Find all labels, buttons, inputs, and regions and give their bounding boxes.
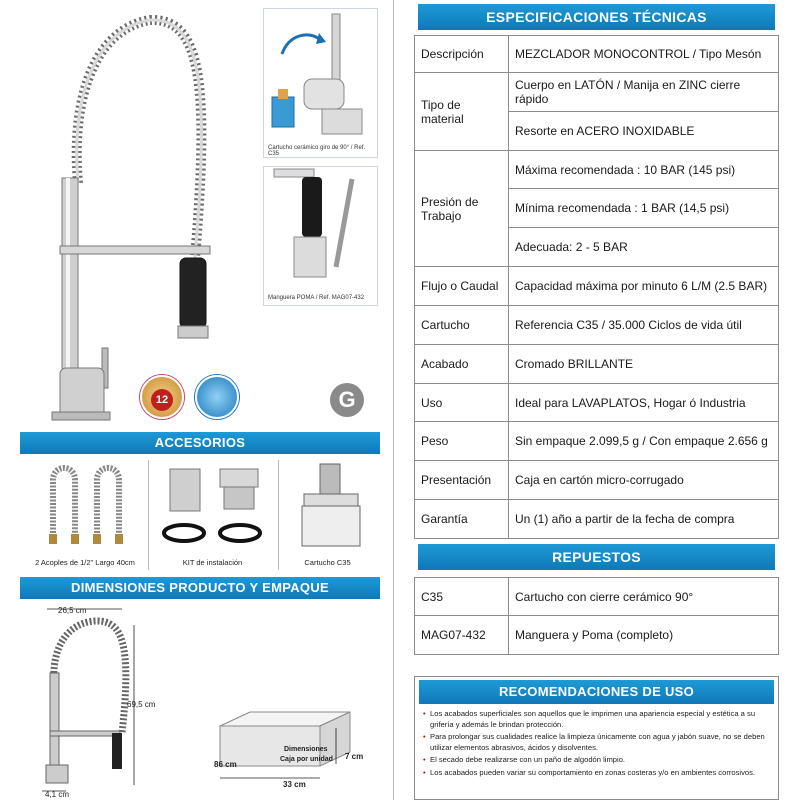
accessory-divider: [148, 460, 149, 570]
warranty-years: 12: [151, 389, 173, 411]
box-height: 7 cm: [345, 752, 364, 761]
spec-key: Presentación: [415, 461, 509, 500]
dimensions-header: DIMENSIONES PRODUCTO Y EMPAQUE: [20, 577, 380, 599]
spares-table: [414, 577, 779, 655]
recommendations-header: RECOMENDACIONES DE USO: [419, 680, 774, 704]
spec-key: Uso: [415, 384, 509, 422]
faucet-product-image: [30, 8, 250, 428]
spec-row: [415, 306, 779, 345]
accessories-header: ACCESORIOS: [20, 432, 380, 454]
installation-kit-image: [158, 465, 273, 550]
recommendation-item: • Los acabados pueden variar su comportamiento en zonas costeras y/o en ambientes corrosivos.: [423, 768, 775, 779]
recommendation-item: • El secado debe realizarse con un paño de algodón limpio.: [423, 755, 775, 766]
spare-row: [415, 578, 779, 616]
brand-logo: [330, 383, 364, 417]
spec-value: Máxima recomendada : 10 BAR (145 psi): [509, 151, 779, 189]
spec-value: Resorte en ACERO INOXIDABLE: [509, 112, 779, 151]
cartridge-caption: Cartucho cerámico giro de 90° / Ref. C35: [268, 145, 366, 157]
box-subtitle: Caja por unidad: [280, 756, 333, 763]
specs-table: [414, 35, 779, 539]
spec-value: Mínima recomendada : 1 BAR (14,5 psi): [509, 189, 779, 228]
spec-row: [415, 345, 779, 384]
spec-key: Flujo o Caudal: [415, 267, 509, 306]
spec-value: Capacidad máxima por minuto 6 L/M (2.5 BAR): [509, 267, 779, 306]
spec-key: Descripción: [415, 36, 509, 73]
spec-value: Referencia C35 / 35.000 Ciclos de vida útil: [509, 306, 779, 345]
spec-key: Tipo de material: [415, 73, 509, 151]
spec-value: Cromado BRILLANTE: [509, 345, 779, 384]
spec-key: Peso: [415, 422, 509, 461]
spec-key: Garantía: [415, 500, 509, 539]
recommendations-list: [423, 709, 775, 780]
hose-head-image: [264, 167, 377, 289]
spec-row: [415, 151, 779, 189]
column-separator: [393, 0, 394, 800]
spec-row: [415, 267, 779, 306]
accessory-label-hoses: 2 Acoples de 1/2" Largo 40cm: [35, 558, 135, 567]
spec-key: Presión de Trabajo: [415, 151, 509, 267]
cartridge-accessory-image: [292, 460, 372, 552]
spec-value: Cuerpo en LATÓN / Manija en ZINC cierre rápido: [509, 73, 779, 112]
product-images-column: [0, 0, 385, 800]
spec-value: Un (1) año a partir de la fecha de compra: [509, 500, 779, 539]
spec-row: [415, 500, 779, 539]
spares-header: REPUESTOS: [418, 544, 775, 570]
dimension-base: 4,1 cm: [45, 790, 70, 799]
spare-row: [415, 616, 779, 655]
spec-value: Adecuada: 2 - 5 BAR: [509, 228, 779, 267]
box-title: Dimensiones: [284, 746, 328, 753]
spec-row: [415, 422, 779, 461]
cartridge-rotation-image: [264, 9, 377, 139]
spec-row: [415, 36, 779, 73]
hose-image-panel: [263, 166, 378, 306]
cartridge-image-panel: [263, 8, 378, 158]
spec-value: MEZCLADOR MONOCONTROL / Tipo Mesón: [509, 36, 779, 73]
spec-key: Cartucho: [415, 306, 509, 345]
specs-header: ESPECIFICACIONES TÉCNICAS: [418, 4, 775, 30]
box-depth: 86 cm: [214, 760, 237, 769]
hose-caption: Manguera POMA / Ref. MAG07-432: [268, 295, 365, 301]
recommendation-item: • Para prolongar sus cualidades realice la limpieza únicamente con agua y jabón suave, no se deben utilizar elementos abrasivos, ácidos y disolventes.: [423, 732, 775, 753]
accessory-label-kit: KIT de instalación: [182, 558, 243, 567]
warranty-badge: [140, 375, 184, 419]
spec-row: [415, 73, 779, 112]
spec-value: Sin empaque 2.099,5 g / Con empaque 2.656 g: [509, 422, 779, 461]
spare-key: C35: [415, 578, 509, 616]
dimension-width: 26,5 cm: [58, 606, 87, 615]
dimension-height: 69,5 cm: [127, 700, 156, 709]
box-width: 33 cm: [283, 780, 306, 789]
accessory-divider-2: [278, 460, 279, 570]
spare-key: MAG07-432: [415, 616, 509, 655]
spec-key: Acabado: [415, 345, 509, 384]
recommendations-box: [414, 676, 779, 800]
accessory-label-cartridge: Cartucho C35: [304, 558, 351, 567]
brand-logo-letter: G: [338, 387, 356, 412]
spec-value: Ideal para LAVAPLATOS, Hogar ó Industria: [509, 384, 779, 422]
spec-row: [415, 461, 779, 500]
recommendation-item: • Los acabados superficiales son aquellos que le imprimen una apariencia especial y estética a su grifería y además le brindan protección.: [423, 709, 775, 730]
spare-value: Cartucho con cierre cerámico 90°: [509, 578, 779, 616]
water-saving-badge: [195, 375, 239, 419]
spec-row: [415, 384, 779, 422]
hoses-accessory-image: [35, 462, 135, 547]
spec-value: Caja en cartón micro-corrugado: [509, 461, 779, 500]
spare-value: Manguera y Poma (completo): [509, 616, 779, 655]
